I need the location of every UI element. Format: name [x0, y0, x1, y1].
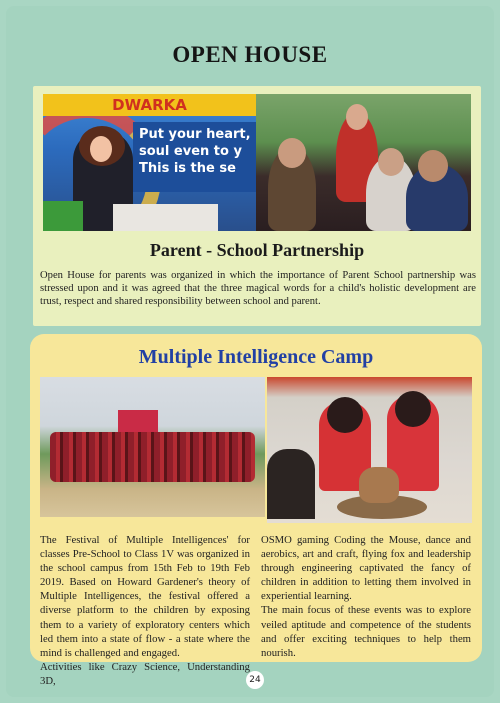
paragraph: The Festival of Multiple Intelligences' for classes Pre-School to Class 1V was organized in the school campus from 15th Feb to 19th Feb 2019. Based on Howard Gardener's theory of Multiple Intelligences, the festival offered a diverse platform to the children by exposing them to a variety of exploratory centers which led them into a state of flow - a state where the mind is challenged and engaged. — [40, 534, 250, 659]
paragraph: Activities like Crazy Science, Understanding 3D, — [40, 660, 250, 687]
section-paragraph: Open House for parents was organized in which the importance of Parent School partnership was stressed upon and it was agreed that the three magical words for a child's holistic development are trust, respect and shared responsibility between school and parent. — [40, 270, 476, 307]
paragraph: The main focus of these events was to explore veiled aptitude and competence of the students and offer exciting techniques to help them nourish. — [261, 604, 471, 659]
open-house-section — [33, 86, 481, 326]
photo-banner-text: DWARKA — [43, 94, 256, 116]
photo-pottery — [267, 377, 472, 523]
page-title: OPEN HOUSE — [172, 42, 328, 67]
page — [6, 6, 494, 697]
text-column-left — [40, 533, 250, 688]
photo-speaker — [43, 94, 256, 231]
photo-board-text: Put your heart, soul even to y This is the se — [133, 122, 256, 192]
page-number: 24 — [246, 671, 264, 689]
photo-group — [40, 377, 265, 517]
paragraph: OSMO gaming Coding the Mouse, dance and aerobics, art and craft, flying fox and leadership through engineering captivated the fancy of children in addition to letting them involved in experiential learning. — [261, 534, 471, 603]
photo-audience — [256, 94, 471, 231]
section-heading: Multiple Intelligence Camp — [138, 346, 374, 368]
section-heading: Parent - School Partnership — [149, 240, 365, 260]
text-column-right — [261, 533, 471, 660]
